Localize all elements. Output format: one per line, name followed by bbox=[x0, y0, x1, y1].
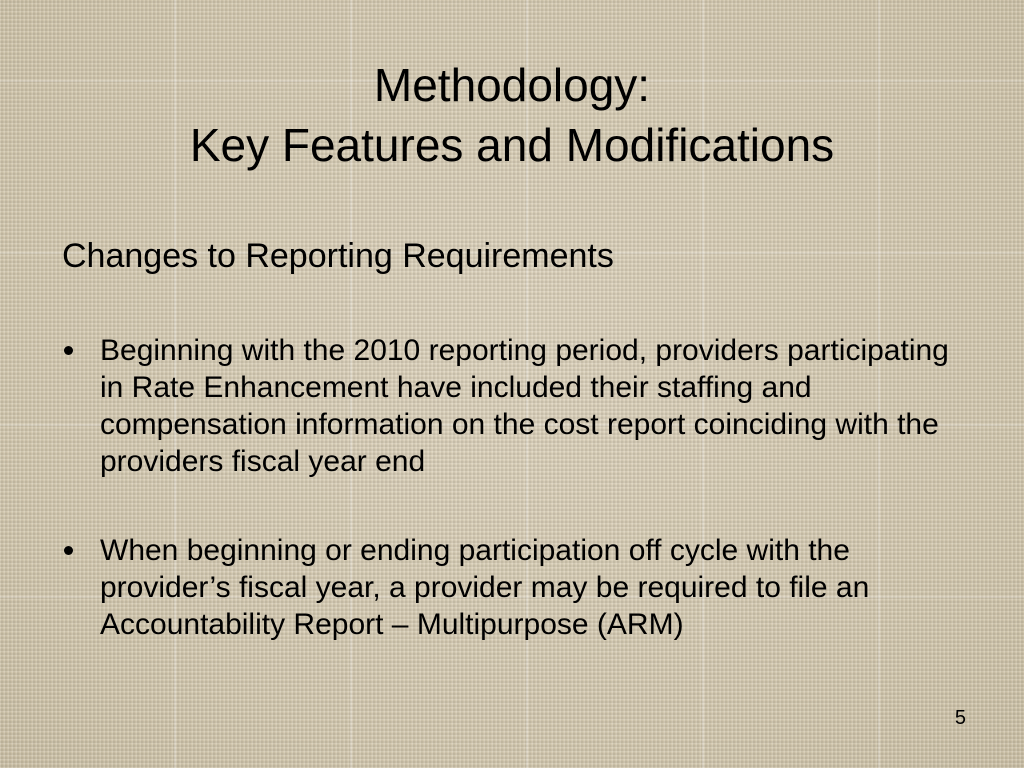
title-line-2: Key Features and Modifications bbox=[189, 119, 835, 171]
bullet-text: Beginning with the 2010 reporting period, providers participating in Rate Enhancement have included their staffing and compensation information on the cost report coinciding with the providers fiscal year end bbox=[100, 334, 949, 478]
bullet-dot-icon bbox=[64, 546, 73, 555]
bullet-item bbox=[62, 532, 972, 643]
section-heading: Changes to Reporting Requirements bbox=[62, 237, 614, 275]
bullet-dot-icon bbox=[64, 346, 73, 355]
title-line-1: Methodology: bbox=[373, 59, 651, 111]
bullet-list bbox=[62, 332, 972, 643]
page-number: 5 bbox=[954, 707, 966, 729]
bullet-item bbox=[62, 332, 972, 480]
slide-title bbox=[0, 55, 1024, 175]
bullet-text: When beginning or ending participation off cycle with the provider’s fiscal year, a provider may be required to file an Accountability Report – Multipurpose (ARM) bbox=[100, 534, 870, 641]
